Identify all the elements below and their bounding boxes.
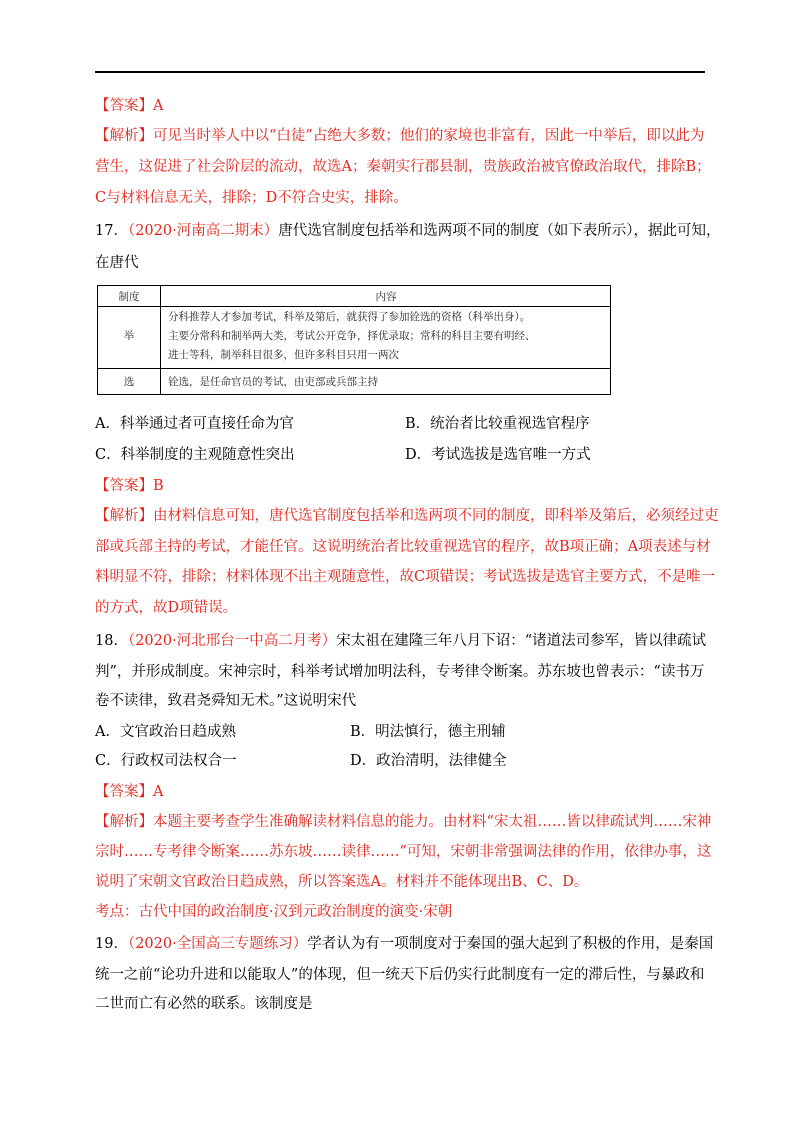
question-18-stem-line-2: 判”，并形成制度。宋神宗时，科举考试增加明法科，专考律令断案。苏东坡也曾表示：“读书万 — [95, 664, 705, 680]
analysis-17-line-1: 【解析】由材料信息可知，唐代选官制度包括举和选两项不同的制度，即科举及第后，必须经过吏 — [95, 508, 719, 524]
option-17-b: B．统治者比较重视选官程序 — [405, 416, 590, 432]
question-19-stem-line-3: 二世而亡有必然的联系。该制度是 — [95, 996, 313, 1012]
question-source: （2020·河北邢台一中高二月考） — [127, 633, 337, 649]
analysis-label: 【解析】 — [95, 814, 153, 830]
analysis-17-line-3: 料明显不符，排除；材料体现不出主观随意性，故C项错误；考试选拔是选官主要方式，不是唯一 — [95, 569, 716, 585]
table-header-content: 内容 — [375, 291, 397, 303]
analysis-18-line-3: 说明了宋朝文官政治日趋成熟，所以答案选A。材料并不能体现出B、C、D。 — [95, 874, 589, 890]
question-17-stem: 17．（2020·河南高二期末）唐代选官制度包括举和选两项不同的制度（如下表所示），据此可知， — [95, 223, 721, 239]
table-cell-line: 铨选，是任命官员的考试，由吏部或兵部主持 — [168, 376, 378, 388]
answer-17: 【答案】B — [95, 478, 164, 494]
table-header-row — [98, 286, 610, 307]
question-19-stem-line-2: 统一之前“论功升进和以能取人”的体现，但一统天下后仍实行此制度有一定的滞后性，与暴政和 — [95, 967, 705, 983]
option-18-b: B．明法慎行，德主刑辅 — [350, 724, 506, 740]
analysis-label: 【解析】 — [95, 508, 153, 524]
answer-18: 【答案】A — [95, 784, 164, 800]
analysis-label: 【解析】 — [95, 128, 153, 144]
analysis-16-line-3: C与材料信息无关，排除；D不符合史实，排除。 — [95, 190, 408, 206]
question-number: 19． — [95, 936, 128, 952]
table-header-system: 制度 — [118, 291, 140, 303]
analysis-16-line-1: 【解析】可见当时举人中以“白徒”占绝大多数；他们的家境也非富有，因此一中举后，即以此为 — [95, 128, 705, 144]
table-cell-line: 分科推荐人才参加考试，科举及第后，就获得了参加铨选的资格（科举出身）。 — [168, 311, 531, 323]
option-18-a: A．文官政治日趋成熟 — [95, 724, 236, 740]
question-18-stem-line-3: 卷不读律，致君尧舜知无术。”这说明宋代 — [95, 693, 357, 709]
question-19-stem: 19．（2020·全国高三专题练习）学者认为有一项制度对于秦国的强大起到了积极的作用，是秦国 — [95, 936, 714, 952]
question-18-stem: 18．（2020·河北邢台一中高二月考）宋太祖在建隆三年八月下诏：“诸道法司参军，皆以律疏试 — [95, 633, 707, 649]
analysis-18-line-1: 【解析】本题主要考查学生准确解读材料信息的能力。由材料“宋太祖……皆以律疏试判……宋神 — [95, 814, 712, 830]
header-rule — [95, 71, 705, 73]
analysis-17-line-2: 部或兵部主持的考试，才能任官。这说明统治者比较重视选官的程序，故B项正确；A项表述与材 — [95, 539, 711, 555]
table-cell-line: 进士等科，制举科目很多，但许多科目只用一两次 — [168, 349, 399, 361]
question-number: 17． — [95, 223, 128, 239]
analysis-16-line-2: 营生，这促进了社会阶层的流动，故选A；秦朝实行郡县制，贵族政治被官僚政治取代，排除B； — [95, 159, 711, 175]
selection-system-table — [97, 285, 611, 395]
option-17-a: A．科举通过者可直接任命为官 — [95, 416, 294, 432]
table-row-label: 举 — [123, 330, 135, 342]
question-source: （2020·全国高三专题练习） — [127, 936, 308, 952]
option-18-d: D．政治清明，法律健全 — [350, 753, 507, 769]
question-source: （2020·河南高二期末） — [127, 223, 279, 239]
table-row-xuan — [98, 368, 610, 395]
analysis-18-line-2: 宗时……专考律令断案……苏东坡……读律……”可知，宋朝非常强调法律的作用，依律办事，这 — [95, 844, 712, 860]
question-number: 18． — [95, 633, 128, 649]
answer-16: 【答案】A — [95, 98, 164, 114]
kaodian-18: 考点：古代中国的政治制度·汉到元政治制度的演变·宋朝 — [95, 904, 453, 920]
analysis-17-line-4: 的方式，故D项错误。 — [95, 600, 238, 616]
option-17-c: C．科举制度的主观随意性突出 — [95, 447, 295, 463]
option-18-c: C．行政权司法权合一 — [95, 753, 237, 769]
question-17-stem-line-2: 在唐代 — [95, 255, 139, 271]
table-row-ju — [98, 306, 610, 369]
table-cell-line: 主要分常科和制举两大类，考试公开竞争，择优录取；常科的科目主要有明经、 — [168, 330, 536, 342]
table-row-label: 选 — [123, 376, 135, 388]
option-17-d: D．考试选拔是选官唯一方式 — [405, 447, 591, 463]
